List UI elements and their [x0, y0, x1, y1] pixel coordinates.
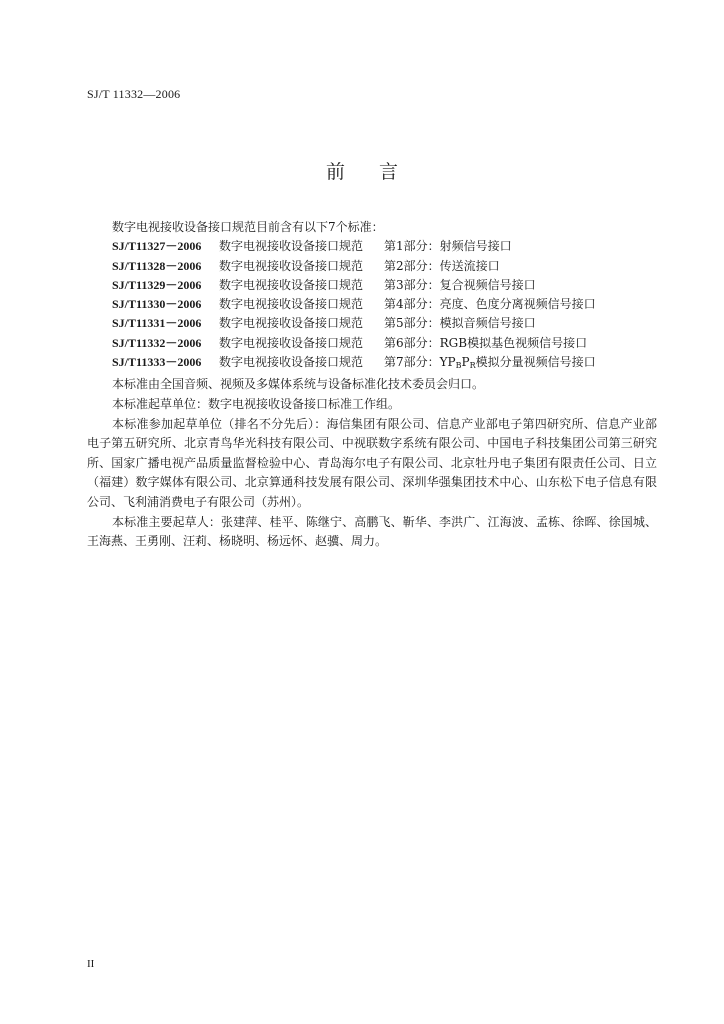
standard-code: SJ/T11332－2006 — [112, 335, 202, 350]
standard-row — [87, 237, 657, 256]
standard-name: 数字电视接收设备接口规范 — [219, 316, 364, 331]
standard-part: 第5部分：模拟音频信号接口 — [384, 316, 536, 331]
standard-code: SJ/T11329－2006 — [112, 277, 202, 292]
standard-name: 数字电视接收设备接口规范 — [219, 258, 364, 273]
standard-part: 第2部分：传送流接口 — [384, 258, 500, 273]
participating-units-paragraph: 本标准参加起草单位（排名不分先后）：海信集团有限公司、信息产业部电子第四研究所、信息产业部电子第五研究所、北京青鸟华光科技有限公司、中视联数字系统有限公司、中国电子科技集团公司第三研究所、国家广播电视产品质量监督检验中心、青岛海尔电子有限公司、北京牡丹电子集团有限责任公司、日立（福建）数字媒体有限公司、北京算通科技发展有限公司、深圳华强集团技术中心、山东松下电子信息有限公司、飞利浦消费电子有限公司（苏州）。 — [87, 416, 657, 509]
standard-name: 数字电视接收设备接口规范 — [219, 335, 364, 350]
standard-part: 第3部分：复合视频信号接口 — [384, 277, 536, 292]
standard-code: SJ/T11330－2006 — [112, 297, 202, 312]
page-title — [0, 157, 724, 184]
main-drafters-paragraph: 本标准主要起草人：张建萍、桂平、陈继宁、高鹏飞、靳华、李洪广、江海波、孟栋、徐晖、徐国城、王海燕、王勇刚、汪莉、杨晓明、杨远怀、赵骥、周力。 — [87, 514, 657, 549]
foreword-body — [87, 218, 657, 552]
standard-code: SJ/T11333－2006 — [112, 355, 202, 370]
document-code: SJ/T 11332—2006 — [87, 87, 181, 101]
page-number: II — [87, 958, 95, 970]
standard-row — [87, 276, 657, 295]
title-char-2: 言 — [379, 161, 399, 183]
drafting-unit-paragraph: 本标准起草单位：数字电视接收设备接口标准工作组。 — [112, 396, 401, 411]
standard-row — [87, 314, 657, 333]
standard-code: SJ/T11331－2006 — [112, 316, 202, 331]
standard-part: 第1部分：射频信号接口 — [384, 239, 512, 254]
standard-part: 第6部分：RGB模拟基色视频信号接口 — [384, 335, 588, 350]
standard-name: 数字电视接收设备接口规范 — [219, 297, 364, 312]
standard-name: 数字电视接收设备接口规范 — [219, 239, 364, 254]
title-char-1: 前 — [325, 161, 345, 183]
standard-row — [87, 353, 657, 375]
standard-part: 第7部分：$YP_BP_R$模拟分量视频信号接口 — [384, 355, 596, 371]
standard-code: SJ/T11327－2006 — [112, 239, 202, 254]
standard-name: 数字电视接收设备接口规范 — [219, 355, 364, 370]
standards-intro: 数字电视接收设备接口规范目前含有以下7个标准： — [112, 220, 384, 234]
standard-row — [87, 334, 657, 353]
standard-row — [87, 295, 657, 314]
standard-part: 第4部分：亮度、色度分离视频信号接口 — [384, 297, 596, 312]
standard-code: SJ/T11328－2006 — [112, 258, 202, 273]
standard-row — [87, 257, 657, 276]
standard-name: 数字电视接收设备接口规范 — [219, 277, 364, 292]
governing-committee-paragraph: 本标准由全国音频、视频及多媒体系统与设备标准化技术委员会归口。 — [112, 377, 485, 392]
